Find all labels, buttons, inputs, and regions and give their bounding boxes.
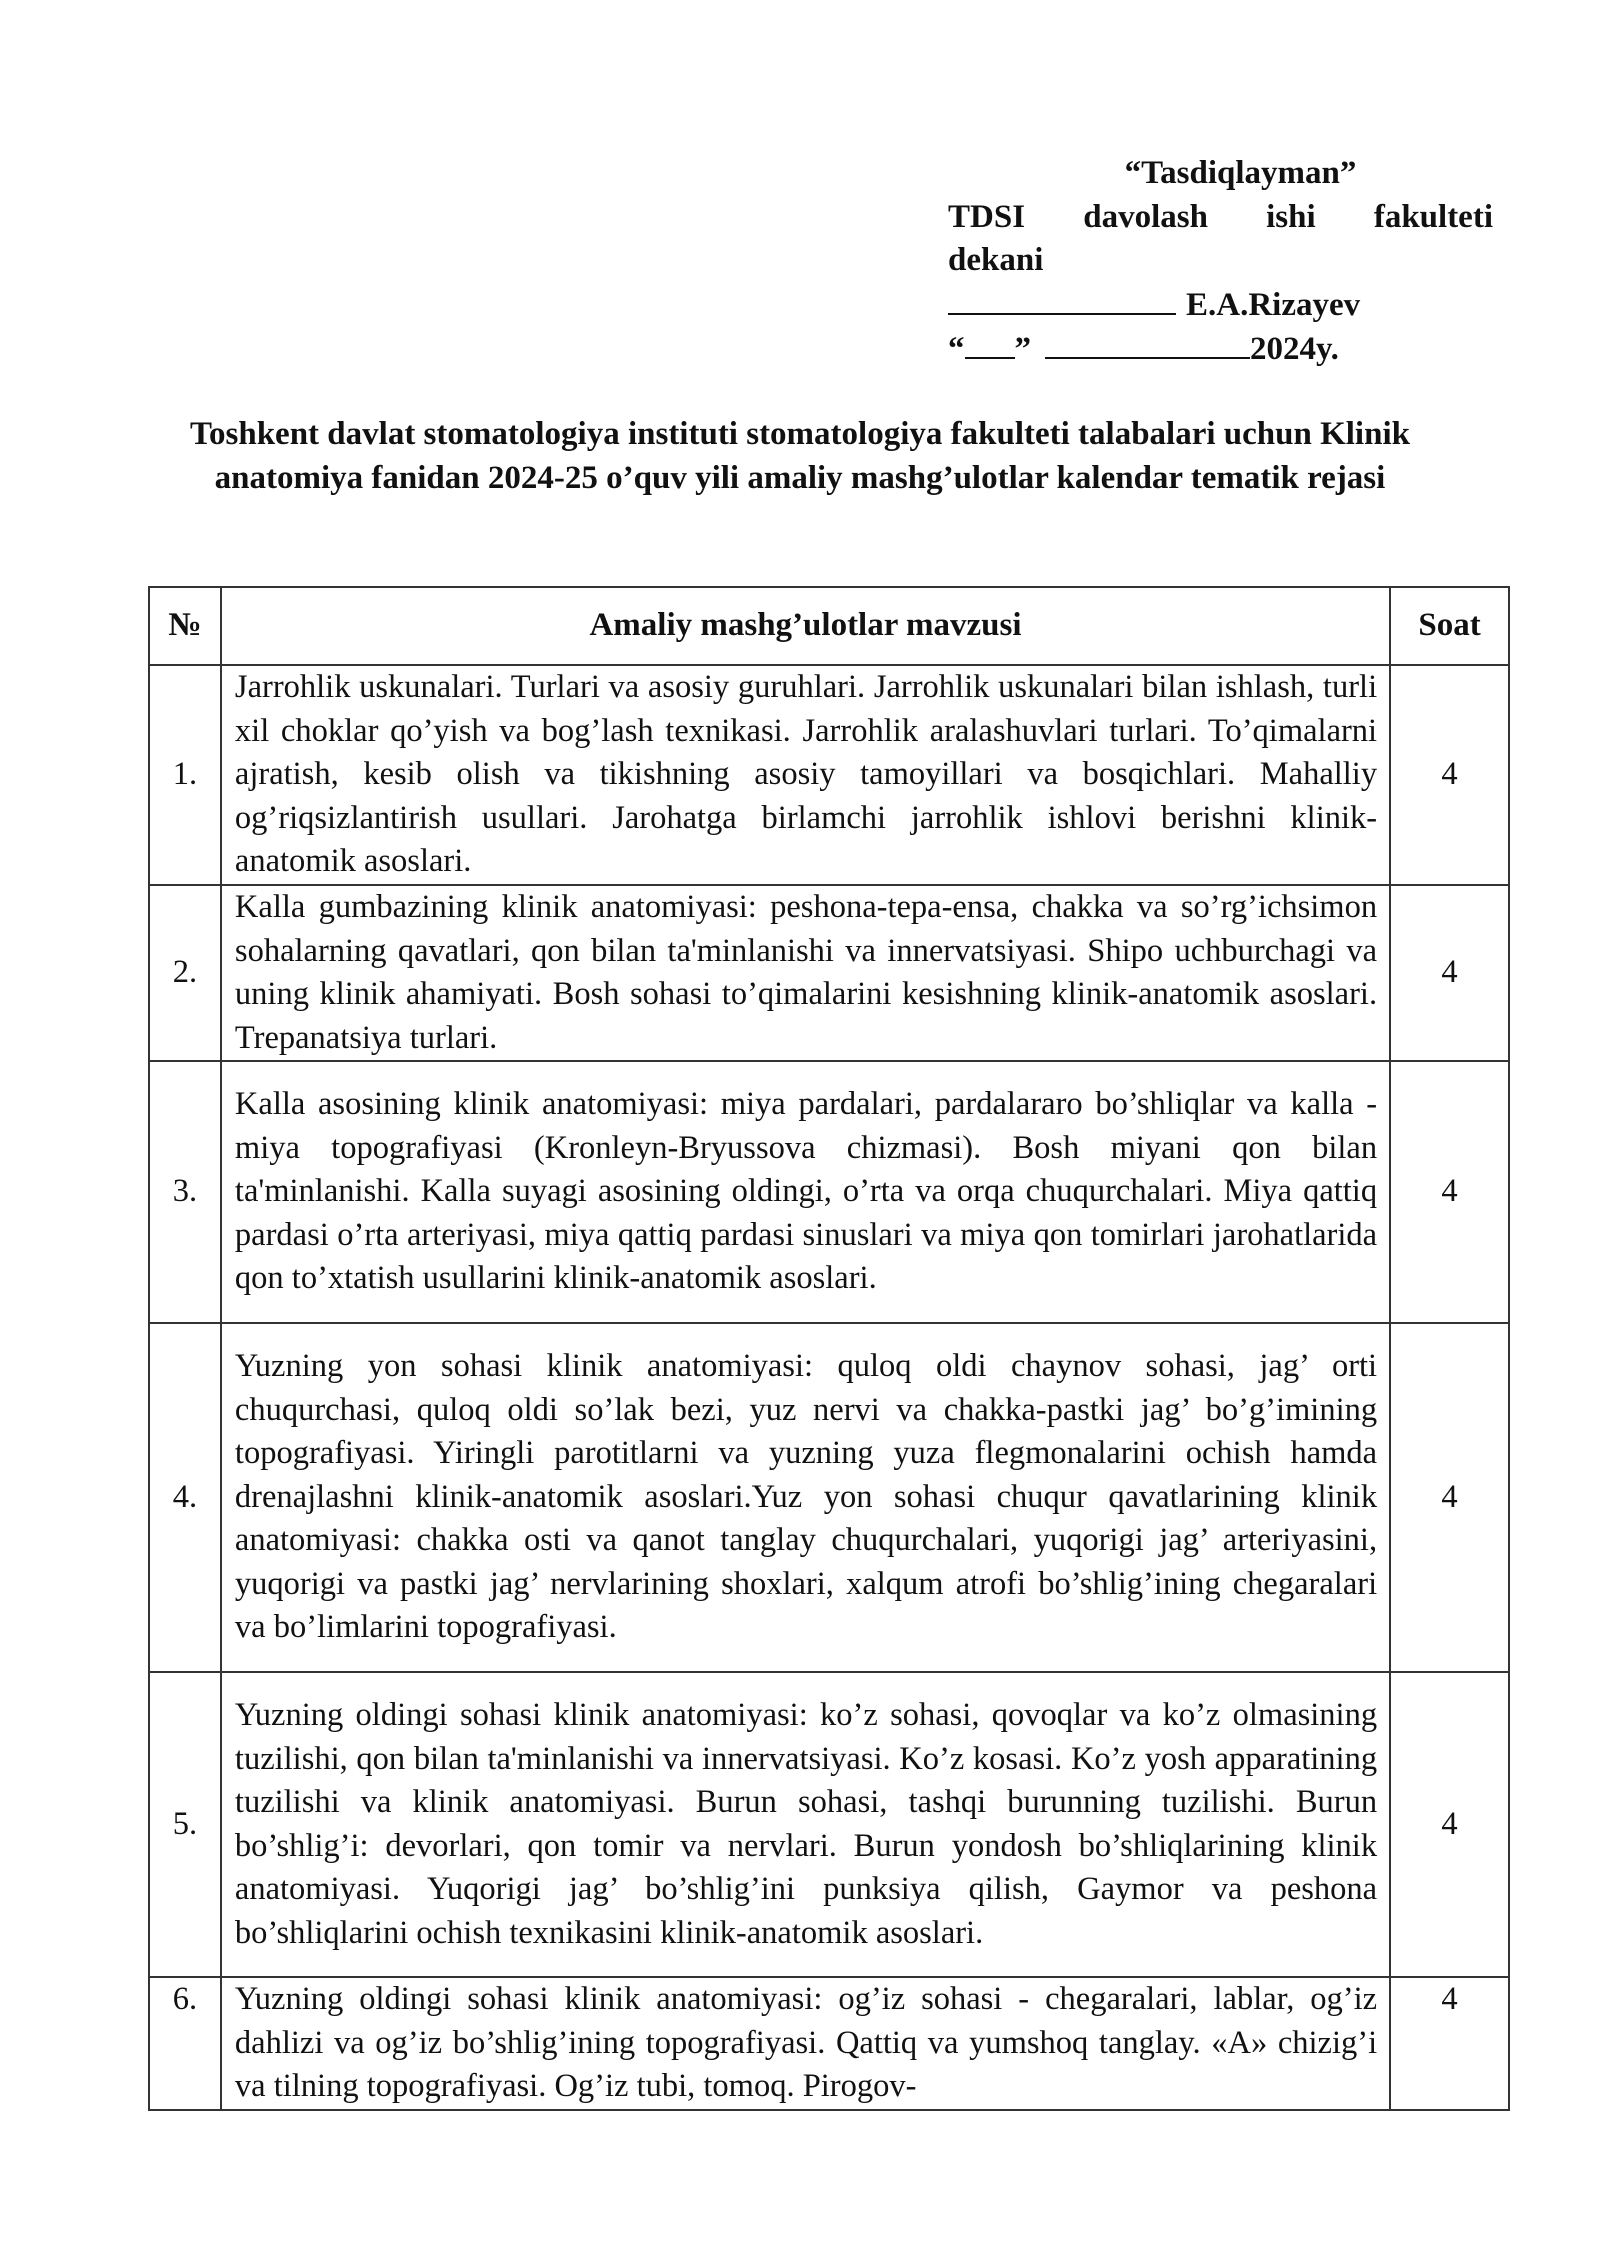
table-row [149,1977,1509,2110]
row-hours: 4 [1390,665,1509,885]
table-row [149,665,1509,885]
table-row [149,885,1509,1061]
role-word: TDSI [948,198,1026,235]
date-open-quote: “ [948,331,965,367]
table-row [149,1323,1509,1672]
month-blank [1045,327,1250,359]
row-hours: 4 [1390,1977,1509,2110]
approver-role-line [948,196,1493,240]
row-topic: Kalla gumbazining klinik anatomiyasi: peshona-tepa-ensa, chakka va so’rg’ichsimon sohalarning qavatlari, qon bilan ta'minlanishi va innervatsiyasi. Shipo uchburchagi va uning klinik ahamiyati. Bosh sohasi to’qimalarini kesishning klinik-anatomik asoslari. Trepanatsiya turlari. [221,885,1390,1061]
header-number: № [149,587,221,665]
table-row [149,1672,1509,1977]
row-number: 5. [149,1672,221,1977]
signer-name: E.A.Rizayev [1186,286,1361,323]
row-hours: 4 [1390,1061,1509,1323]
approval-heading: “Tasdiqlayman” [1124,155,1357,191]
row-topic: Yuzning yon sohasi klinik anatomiyasi: quloq oldi chaynov sohasi, jag’ orti chuqurchasi, quloq oldi so’lak bezi, yuz nervi va chakka-pastki jag’ bo’g’imining topografiyasi. Yiringli parotitlarni va yuzning yuza flegmonalarini ochish hamda drenajlashni klinik-anatomik asoslari.Yuz yon sohasi chuqur qavatlarining klinik anatomiyasi: chakka osti va qanot tanglay chuqurchalari, yuqorigi jag’ arteriyasini, yuqorigi va pastki jag’ nervlarining shoxlari, xalqum atrofi bo’shlig’ining chegaralari va bo’limlarini topografiyasi. [221,1323,1390,1672]
date-close-quote: ” [1014,331,1031,367]
row-hours: 4 [1390,1672,1509,1977]
approval-block [948,152,1493,372]
header-topic: Amaliy mashg’ulotlar mavzusi [221,587,1390,665]
date-line [948,327,1493,372]
row-topic: Kalla asosining klinik anatomiyasi: miya pardalari, pardalararo bo’shliqlar va kalla - miya topografiyasi (Kronleyn-Bryussova chizmasi). Bosh miyani qon bilan ta'minlanishi. Kalla suyagi asosining oldingi, o’rta va orqa chuqurchalari. Miya qattiq pardasi o’rta arteriyasi, miya qattiq pardasi sinuslari va miya qon tomirlari jarohatlarida qon to’xtatish usullarini klinik-anatomik asoslari. [221,1061,1390,1323]
signature-line [948,283,1493,328]
lesson-plan-table [148,586,1510,2111]
row-number: 1. [149,665,221,885]
row-number: 2. [149,885,221,1061]
row-topic: Yuzning oldingi sohasi klinik anatomiyasi: ko’z sohasi, qovoqlar va ko’z olmasining tuzilishi, qon bilan ta'minlanishi va innervatsiyasi. Ko’z kosasi. Ko’z yosh apparatining tuzilishi va klinik anatomiyasi. Burun sohasi, tashqi burunning tuzilishi. Burun bo’shlig’i: devorlari, qon tomir va nervlari. Burun yondosh bo’shliqlarining klinik anatomiyasi. Yuqorigi jag’ bo’shlig’ini punksiya qilish, Gaymor va peshona bo’shliqlarini ochish texnikasini klinik-anatomik asoslari. [221,1672,1390,1977]
table-header-row [149,587,1509,665]
approver-role-line-2: dekani [948,242,1044,278]
date-year: 2024y. [1250,331,1339,367]
header-hours: Soat [1390,587,1509,665]
document-title: Toshkent davlat stomatologiya instituti stomatologiya fakulteti talabalari uchun Klinik anatomiya fanidan 2024-25 o’quv yili amaliy mashg’ulotlar kalendar tematik rejasi [190,416,1410,496]
row-number: 6. [149,1977,221,2110]
row-number: 3. [149,1061,221,1323]
role-word: ishi [1266,198,1316,235]
role-word: davolash [1083,198,1208,235]
row-number: 4. [149,1323,221,1672]
signature-blank [948,283,1176,315]
day-blank [965,327,1015,359]
table-row [149,1061,1509,1323]
row-hours: 4 [1390,1323,1509,1672]
role-word: fakulteti [1373,198,1493,235]
row-topic: Jarrohlik uskunalari. Turlari va asosiy guruhlari. Jarrohlik uskunalari bilan ishlash, turli xil choklar qo’yish va bog’lash texnikasi. Jarrohlik aralashuvlari turlari. To’qimalarni ajratish, kesib olish va tikishning asosiy tamoyillari va bosqichlari. Mahalliy og’riqsizlantirish usullari. Jarohatga birlamchi jarrohlik ishlovi berishni klinik-anatomik asoslari. [221,665,1390,885]
row-hours: 4 [1390,885,1509,1061]
row-topic: Yuzning oldingi sohasi klinik anatomiyasi: og’iz sohasi - chegaralari, lablar, og’iz dahlizi va og’iz bo’shlig’ining topografiyasi. Qattiq va yumshoq tanglay. «A» chizig’i va tilning topografiyasi. Og’iz tubi, tomoq. Pirogov- [221,1977,1390,2110]
